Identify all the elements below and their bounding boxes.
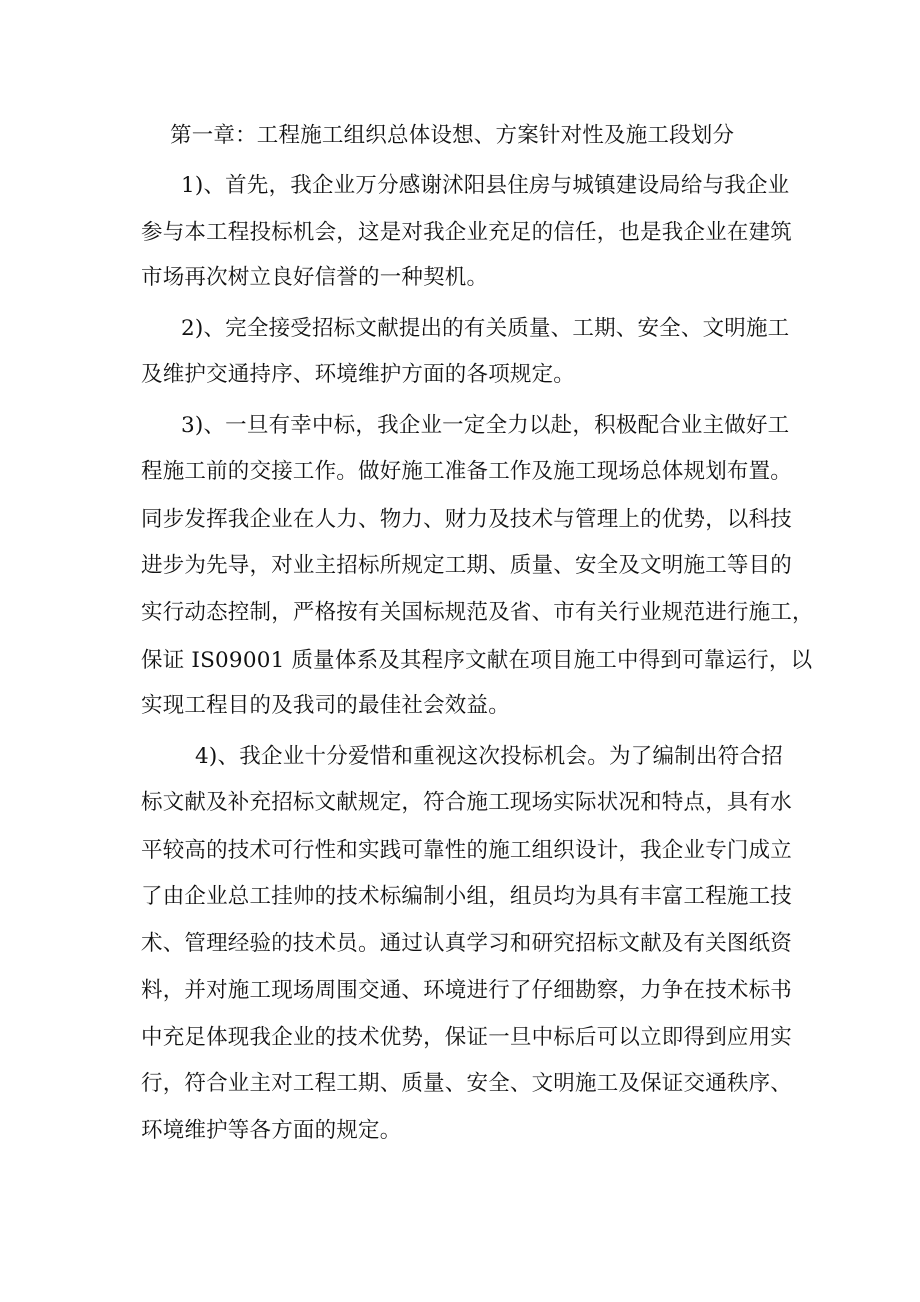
chapter-title: 第一章：工程施工组织总体设想、方案针对性及施工段划分 [170,123,735,148]
paragraph-3-line-6: 保证 IS09001 质量体系及其程序文献在项目施工中得到可靠运行，以 [141,648,813,673]
paragraph-4-line-8: 行，符合业主对工程工期、质量、安全、文明施工及保证交通秩序、 [141,1071,793,1096]
paragraph-3-line-7: 实现工程目的及我司的最佳社会效益。 [141,693,510,718]
paragraph-1-line-3: 市场再次树立良好信誉的一种契机。 [141,265,489,290]
paragraph-3-line-4: 进步为先导，对业主招标所规定工期、质量、安全及文明施工等目的 [141,553,793,578]
paragraph-4-line-4: 了由企业总工挂帅的技术标编制小组，组员均为具有丰富工程施工技 [141,884,793,909]
paragraph-1-line-1: 1)、首先，我企业万分感谢沭阳县住房与城镇建设局给与我企业 [181,173,790,198]
paragraph-1-line-2: 参与本工程投标机会，这是对我企业充足的信任，也是我企业在建筑 [141,220,793,245]
paragraph-4-line-1: 4)、我企业十分爱惜和重视这次投标机会。为了编制出符合招 [195,744,783,769]
paragraph-4-line-7: 中充足体现我企业的技术优势，保证一旦中标后可以立即得到应用实 [141,1025,793,1050]
paragraph-3-line-1: 3)、一旦有幸中标，我企业一定全力以赴，积极配合业主做好工 [181,413,790,438]
paragraph-4-line-2: 标文献及补充招标文献规定，符合施工现场实际状况和特点，具有水 [141,790,793,815]
paragraph-3-line-2: 程施工前的交接工作。做好施工准备工作及施工现场总体规划布置。 [141,459,793,484]
paragraph-4-line-6: 料，并对施工现场周围交通、环境进行了仔细勘察，力争在技术标书 [141,978,793,1003]
paragraph-3-line-5: 实行动态控制，严格按有关国标规范及省、市有关行业规范进行施工， [141,600,814,625]
paragraph-4-line-5: 术、管理经验的技术员。通过认真学习和研究招标文献及有关图纸资 [141,931,793,956]
paragraph-4-line-9: 环境维护等各方面的规定。 [141,1118,402,1143]
paragraph-3-line-3: 同步发挥我企业在人力、物力、财力及技术与管理上的优势，以科技 [141,507,793,532]
paragraph-2-line-2: 及维护交通持序、环境维护方面的各项规定。 [141,362,576,387]
paragraph-4-line-3: 平较高的技术可行性和实践可靠性的施工组织设计，我企业专门成立 [141,838,793,863]
paragraph-2-line-1: 2)、完全接受招标文献提出的有关质量、工期、安全、文明施工 [181,316,790,341]
